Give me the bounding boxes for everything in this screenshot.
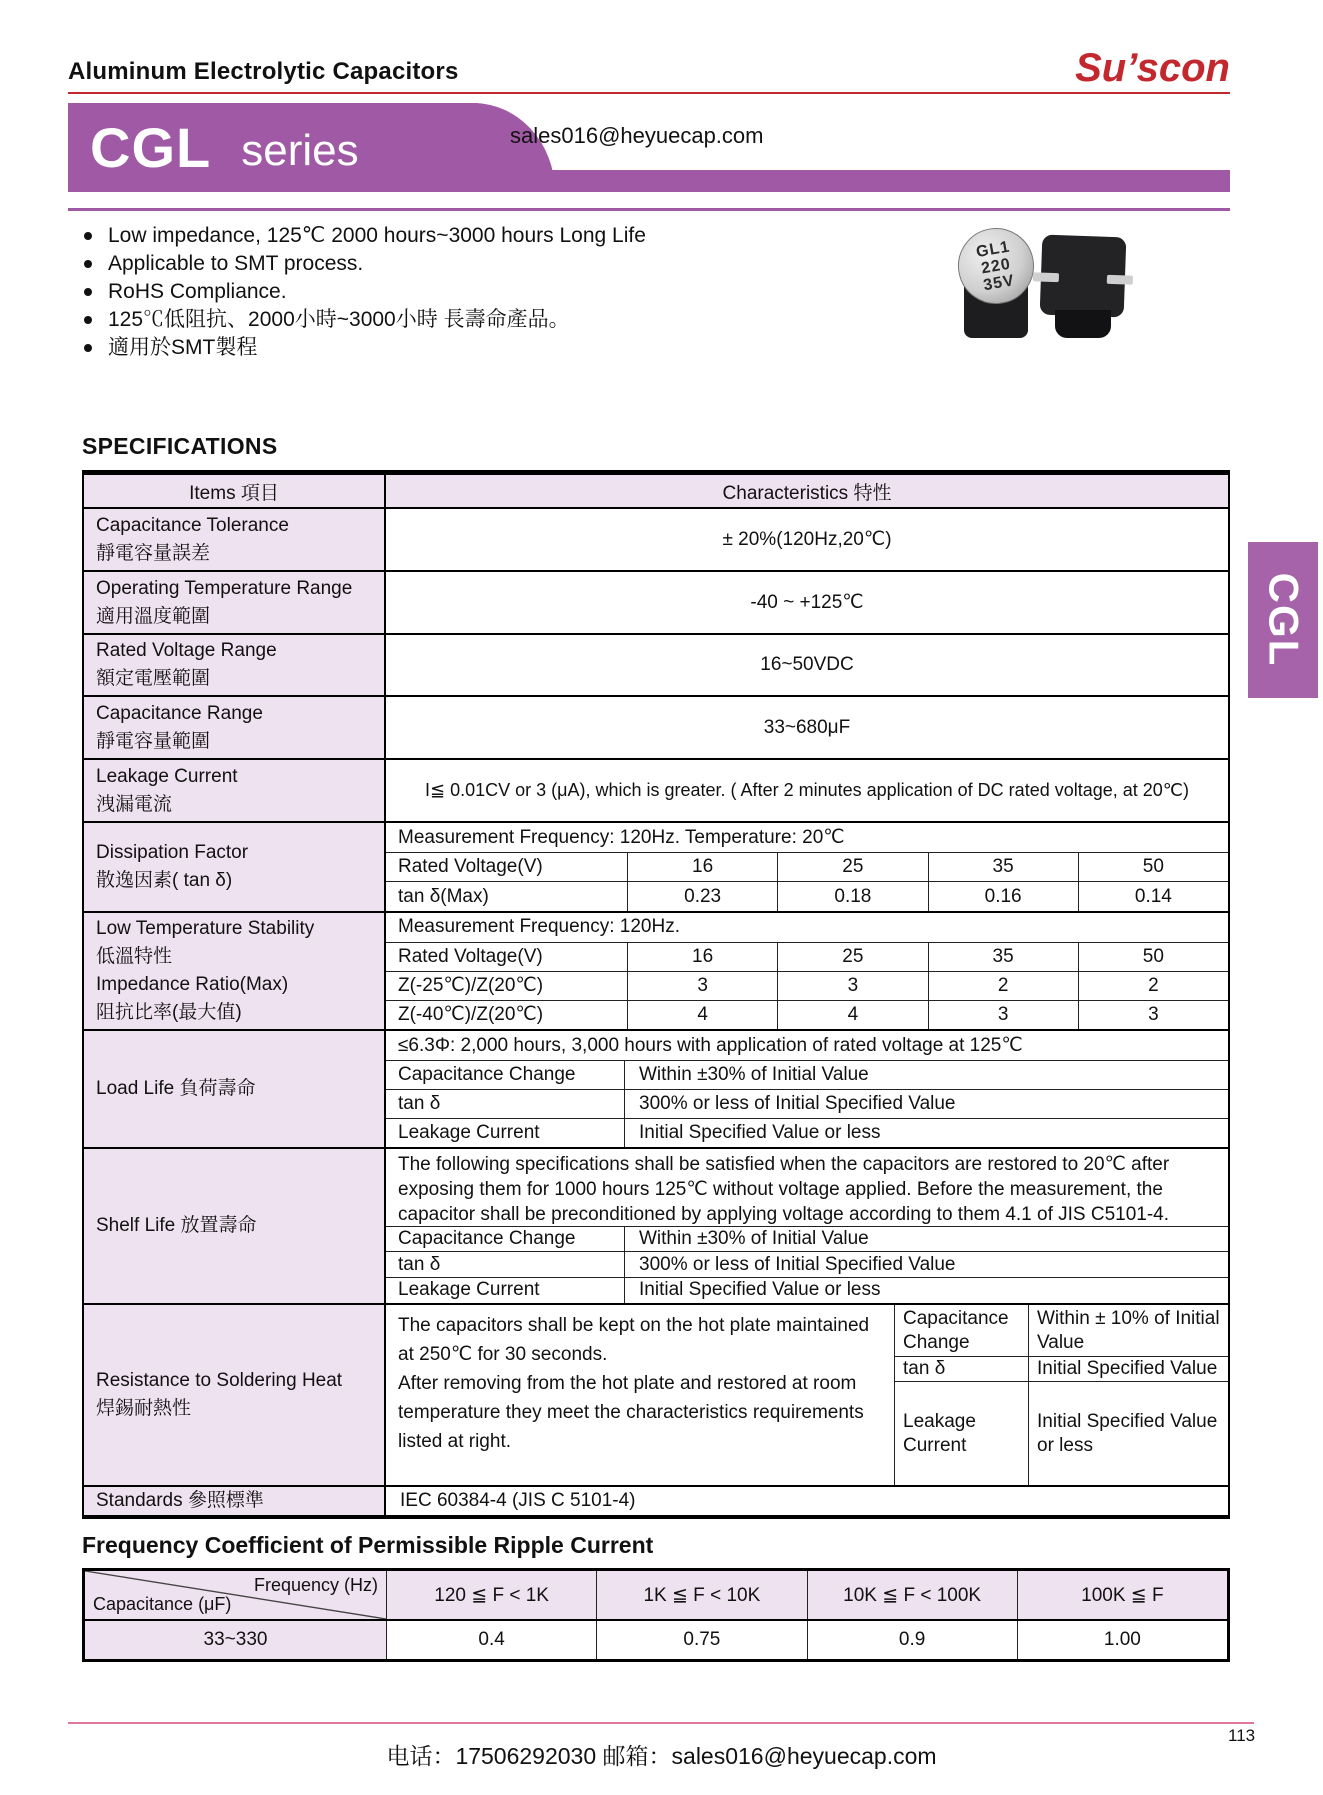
series-word: series [241,125,359,175]
feature-text: RoHS Compliance. [108,280,287,303]
specifications-heading: SPECIFICATIONS [82,433,278,459]
coefficient-2: 0.75 [597,1621,807,1659]
series-name: CGL [90,115,212,179]
feature-item [80,306,930,334]
voltage-16: 16 [628,853,778,882]
criterion-label: Capacitance Change [386,1061,625,1090]
item-value: ± 20%(120Hz,20℃) [722,529,892,550]
row-leakage-current [84,758,1228,821]
item-label [84,1149,386,1303]
frequency-band-4: 100K ≦ F [1081,1584,1164,1606]
item-label-en: Dissipation Factor [96,842,249,863]
shelflife-leakage-row [386,1278,1228,1303]
bullet-icon [84,344,92,352]
row-operating-temperature [84,570,1228,633]
item-label-zh: 洩漏電流 [96,793,173,815]
item-label-en: Resistance to Soldering Heat [96,1370,343,1391]
voltage-50: 50 [1142,856,1164,877]
diagonal-label-capacitance: Capacitance (μF) [93,1594,232,1614]
capacitor-product-photo [952,220,1127,340]
frequency-header-row [85,1571,1227,1621]
criterion-label: Leakage Current [386,1119,625,1148]
item-label-en: Capacitance Range [96,702,263,724]
col-header-characteristics: Characteristics 特性 [386,475,1228,507]
frequency-heading: Frequency Coefficient of Permissible Ripple Current [82,1532,654,1558]
sub-row-label: Z(-40℃)/Z(20℃) [386,1001,628,1030]
item-label-en: Operating Temperature Range [96,577,353,599]
item-value: I≦ 0.01CV or 3 (μA), which is greater. ( After 2 minutes application of DC rated voltage, at 20℃) [424,780,1189,800]
diagonal-label-frequency: Frequency (Hz) [253,1575,378,1595]
lowtemp-z40-row [386,1001,1228,1030]
loadlife-tan-row [386,1090,1228,1119]
voltage-50: 50 [1142,945,1164,967]
tan-25: 0.18 [778,882,928,911]
capacitor-lead [1033,272,1059,282]
tan-50: 0.14 [1134,885,1172,907]
item-label [84,1031,386,1147]
z40-16: 4 [628,1001,778,1030]
loadlife-condition: ≤6.3Φ: 2,000 hours, 3,000 hours with application of rated voltage at 125℃ [386,1031,1228,1061]
criterion-label: tan δ [895,1357,1029,1381]
z25-35: 2 [929,972,1079,1000]
frequency-band-1: 120 ≦ F < 1K [387,1571,597,1619]
frequency-band-2: 1K ≦ F < 10K [597,1571,807,1619]
item-label-zh: 靜電容量誤差 [96,542,211,564]
soldering-paragraph-2: After removing from the hot plate and restored at room temperature they meet the characteristics requirements listed at right. [398,1373,864,1452]
footer-divider [68,1722,1254,1724]
sub-row-label: tan δ(Max) [386,882,628,911]
row-capacitance-range [84,695,1228,758]
frequency-data-row [85,1621,1227,1659]
criterion-label: Capacitance Change [386,1227,625,1251]
header-divider [68,92,1230,94]
criterion-value: Within ±30% of Initial Value [639,1228,869,1250]
soldering-paragraph-1: The capacitors shall be kept on the hot plate maintained at 250℃ for 30 seconds. [398,1315,870,1365]
item-label-en: Leakage Current [96,765,238,787]
criterion-label: tan δ [386,1090,625,1118]
row-capacitance-tolerance [84,507,1228,570]
item-value: 33~680μF [763,716,851,738]
dissipation-condition: Measurement Frequency: 120Hz. Temperature: 20℃ [386,823,1228,853]
z25-16: 3 [628,972,778,1000]
feature-item [80,334,930,362]
z40-50: 3 [1148,1003,1159,1025]
feature-item [80,250,930,278]
soldering-criteria-table [895,1305,1228,1485]
z40-35: 3 [929,1001,1079,1030]
capacitor-bottom-view [1041,236,1125,340]
coefficient-3: 0.9 [808,1621,1018,1659]
soldering-leakage-row [895,1382,1228,1485]
marking-capacity: 220 [979,255,1013,277]
criterion-value: Initial Specified Value or less [639,1279,881,1301]
item-label [84,823,386,911]
voltage-35: 35 [929,853,1079,882]
item-label-zh: 焊錫耐熱性 [96,1398,192,1419]
row-low-temperature-stability [84,911,1228,1029]
side-tab-cgl [1248,542,1318,698]
item-label [84,509,386,570]
feature-item [80,222,930,250]
criterion-label: Capacitance Change [895,1305,1029,1356]
item-label-zh: 額定電壓範圍 [96,668,211,689]
marking-voltage: 35V [981,271,1016,294]
lowtemp-voltage-row [386,943,1228,973]
criterion-value: 300% or less of Initial Specified Value [639,1092,956,1114]
coefficient-1: 0.4 [387,1621,597,1659]
shelflife-description: The following specifications shall be satisfied when the capacitors are restored to 20℃ after exposing them for 1000 hours 125℃ without voltage applied. Before the measurement, the capacitor shall be preconditioned by applying voltage according to them 4.1 of JIS C5101-4. [386,1149,1228,1227]
item-label-en2: Impedance Ratio(Max) [96,974,289,995]
criterion-label: tan δ [386,1252,625,1276]
z40-25: 4 [778,1001,928,1030]
item-label: Load Life 負荷壽命 [96,1078,256,1099]
criterion-value: Initial Specified Value [1037,1358,1218,1379]
criterion-value: Initial Specified Value or less [639,1121,881,1143]
criterion-value: 300% or less of Initial Specified Value [639,1253,956,1275]
tan-35: 0.16 [929,882,1079,911]
criterion-value: Within ±30% of Initial Value [639,1063,869,1085]
item-label [84,572,386,633]
brand-logo: Su’scon [1075,46,1230,90]
item-label-en: Capacitance Tolerance [96,514,289,536]
item-label-zh2: 阻抗比率(最大值) [96,1002,242,1023]
shelflife-capchange-row [386,1227,1228,1252]
item-label [84,697,386,758]
item-label-zh: 靜電容量範圍 [96,730,211,752]
page-title: Aluminum Electrolytic Capacitors [68,58,459,85]
criterion-value: Initial Specified Value or less [1037,1410,1218,1456]
capacitance-range-cell: 33~330 [85,1621,387,1659]
sub-row-label: Rated Voltage(V) [386,943,628,972]
dissipation-tan-row [386,882,1228,911]
footer-contact: 电话：17506292030 邮箱：sales016@heyuecap.com [386,1743,937,1769]
coefficient-4: 1.00 [1103,1629,1141,1650]
criterion-value: Within ± 10% of Initial Value [1037,1307,1220,1353]
item-value: -40 ~ +125℃ [750,592,864,613]
criterion-label: Leakage Current [386,1278,625,1303]
feature-item [80,278,930,306]
sub-row-label: Z(-25℃)/Z(20℃) [386,972,628,1000]
bullet-icon [84,316,92,324]
row-soldering-heat [84,1303,1228,1485]
bullet-icon [84,288,92,296]
item-value: 16~50VDC [760,654,854,675]
standards-value: IEC 60384-4 (JIS C 5101-4) [400,1490,636,1511]
voltage-25: 25 [778,853,928,882]
voltage-16: 16 [628,943,778,972]
frequency-table [82,1568,1230,1662]
soldering-description [386,1305,895,1485]
capacitor-top-view [956,228,1036,338]
item-label-zh: 散逸因素( tan δ) [96,870,233,891]
z25-25: 3 [778,972,928,1000]
spec-header-row [84,475,1228,507]
feature-list [80,222,930,362]
capacitor-base [1040,235,1127,318]
row-rated-voltage [84,633,1228,695]
item-label-en: Rated Voltage Range [96,640,277,661]
side-tab-label: CGL [1260,572,1307,668]
frequency-diagonal-cell [85,1571,387,1619]
lowtemp-condition: Measurement Frequency: 120Hz. [386,913,1228,943]
marking-series: GL1 [974,237,1012,261]
loadlife-capchange-row [386,1061,1228,1091]
banner-underline [68,208,1230,211]
series-banner [68,103,1230,192]
feature-text: Applicable to SMT process. [108,252,364,275]
item-label: Standards 參照標準 [96,1490,264,1511]
item-label [84,1487,386,1515]
sales-email: sales016@heyuecap.com [510,123,764,148]
dissipation-voltage-row [386,853,1228,883]
row-standards [84,1485,1228,1515]
feature-text: 125℃低阻抗、2000小時~3000小時 長壽命產品。 [108,308,570,331]
item-label-zh: 適用溫度範圍 [96,605,211,627]
bullet-icon [84,260,92,268]
page-number: 113 [1228,1726,1256,1745]
capacitor-lead [1107,275,1133,285]
soldering-tan-row [895,1357,1228,1382]
row-shelf-life [84,1147,1228,1303]
row-load-life [84,1029,1228,1147]
item-label: Shelf Life 放置壽命 [96,1215,257,1236]
loadlife-leakage-row [386,1119,1228,1148]
feature-text: Low impedance, 125℃ 2000 hours~3000 hours Long Life [108,224,646,247]
frequency-band-3: 10K ≦ F < 100K [808,1571,1018,1619]
row-dissipation-factor [84,821,1228,911]
item-label [84,913,386,1029]
tan-16: 0.23 [628,882,778,911]
voltage-35: 35 [929,943,1079,972]
lowtemp-z25-row [386,972,1228,1001]
item-label-en: Low Temperature Stability [96,918,315,939]
shelflife-tan-row [386,1252,1228,1277]
voltage-25: 25 [778,943,928,972]
item-label [84,635,386,695]
bullet-icon [84,232,92,240]
z25-50: 2 [1148,974,1159,996]
soldering-capchange-row [895,1305,1228,1357]
series-tab [68,103,478,192]
item-label-zh: 低溫特性 [96,946,173,967]
feature-text: 適用於SMT製程 [108,336,258,359]
item-label [84,1305,386,1485]
specifications-table [82,470,1230,1519]
col-header-items: Items 項目 [84,475,386,507]
capacitor-can [1055,310,1111,338]
sub-row-label: Rated Voltage(V) [386,853,628,882]
item-label [84,760,386,821]
criterion-label: Leakage Current [895,1382,1029,1485]
